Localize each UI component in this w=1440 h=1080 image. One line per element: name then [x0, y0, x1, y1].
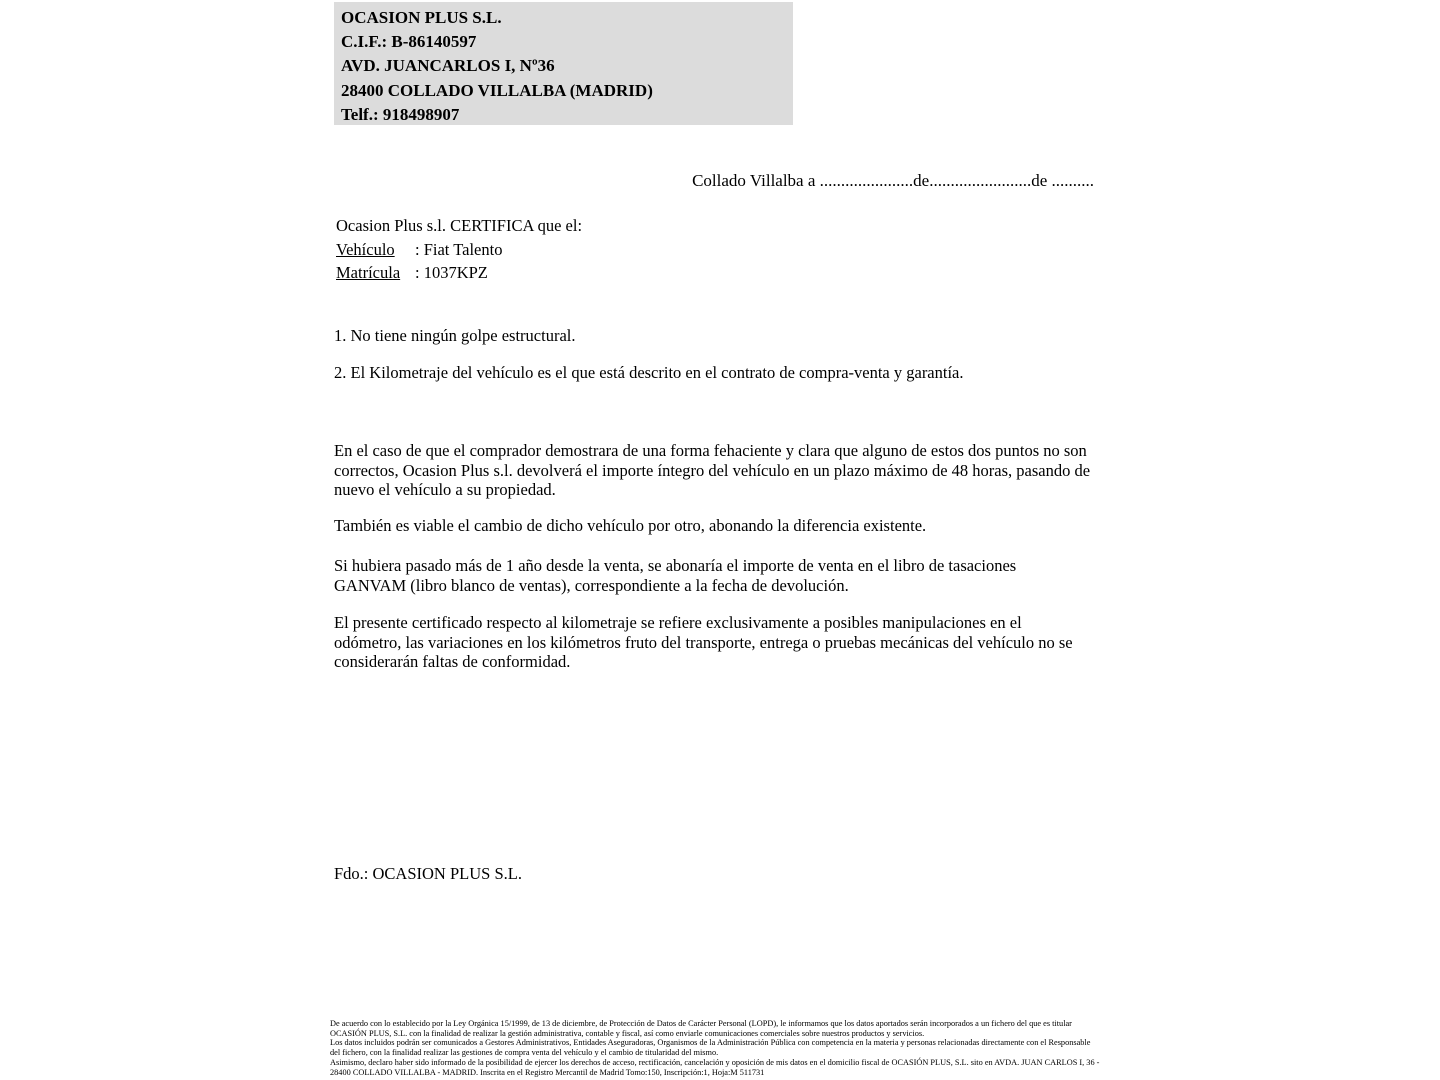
condition-item-2: 2. El Kilometraje del vehículo es el que está descrito en el contrato de compra-venta y garantía.: [334, 363, 964, 382]
plate-label: Matrícula: [336, 263, 401, 283]
company-address: AVD. JUANCARLOS I, Nº36: [341, 56, 555, 76]
certify-block: [336, 214, 1096, 285]
condition-item-1: 1. No tiene ningún golpe estructural.: [334, 326, 576, 345]
company-name: OCASION PLUS S.L.: [341, 8, 502, 27]
paragraph-ganvam: Si hubiera pasado más de 1 año desde la venta, se abonaría el importe de venta en el libro de tasaciones GANVAM (libro blanco de ventas), correspondiente a la fecha de devolución.: [334, 556, 1017, 595]
signature-line: Fdo.: OCASION PLUS S.L.: [334, 864, 522, 883]
company-phone: Telf.: 918498907: [341, 104, 460, 124]
vehicle-value: : Fiat Talento: [415, 239, 503, 259]
paragraph-odometer: El presente certificado respecto al kilometraje se refiere exclusivamente a posibles manipulaciones en el odómetro, las variaciones en los kilómetros fruto del transporte, entrega o pruebas mecánicas del vehículo no se considerarán faltas de conformidad.: [334, 613, 1073, 672]
plate-label-wrap: [336, 261, 415, 285]
legal-paragraph-data-sharing: Los datos incluidos podrán ser comunicados a Gestores Administrativos, Entidades Aseguradoras, Organismos de la Administración Pública con competencia en la materia y personas relacionadas directamente con el Responsable del fichero, con la finalidad realizar las gestiones de compra venta del vehículo y el cambio de titularidad del mismo.: [330, 1038, 1091, 1058]
company-header-block: [334, 2, 793, 125]
company-cif: C.I.F.: B-86140597: [341, 32, 477, 52]
vehicle-label-wrap: [336, 238, 415, 262]
plate-row: [336, 261, 1096, 285]
certify-intro: Ocasion Plus s.l. CERTIFICA que el:: [336, 216, 583, 235]
company-city: 28400 COLLADO VILLALBA (MADRID): [341, 80, 653, 100]
legal-paragraph-rights: Asimismo, declaro haber sido informado de la posibilidad de ejercer los derechos de acceso, rectificación, cancelación y oposición de mis datos en el domicilio fiscal de OCASIÓN PLUS, S.L. sito en AVDA. JUAN CARLOS I, 36 - 28400 COLLADO VILLALBA - MADRID. Inscrita en el Registro Mercantil de Madrid Tomo:150, Inscripción:1, Hoja:M 511731: [330, 1057, 1100, 1077]
vehicle-label: Vehículo: [336, 239, 395, 259]
plate-value: : 1037KPZ: [415, 263, 488, 283]
paragraph-refund: En el caso de que el comprador demostrara de una forma fehaciente y clara que alguno de estos dos puntos no son correctos, Ocasion Plus s.l. devolverá el importe íntegro del vehículo en un plazo máximo de 48 horas, pasando de nuevo el vehículo a su propiedad.: [334, 441, 1091, 500]
vehicle-row: [336, 238, 1096, 262]
legal-paragraph-lopd: De acuerdo con lo establecido por la Ley Orgánica 15/1999, de 13 de diciembre, de Protección de Datos de Carácter Personal (LOPD), le informamos que los datos aportados serán incorporados a un fichero del que es titular OCASIÓN PLUS, S.L. con la finalidad de realizar la gestión administrativa, contable y fiscal, así como enviarle comunicaciones comerciales sobre nuestros productos y servicios.: [330, 1019, 1072, 1038]
legal-footer: [330, 1019, 1102, 1077]
paragraph-exchange: También es viable el cambio de dicho vehículo por otro, abonando la diferencia existente.: [334, 516, 927, 535]
date-line: Collado Villalba a ......................de........................de ..........: [692, 171, 1094, 190]
